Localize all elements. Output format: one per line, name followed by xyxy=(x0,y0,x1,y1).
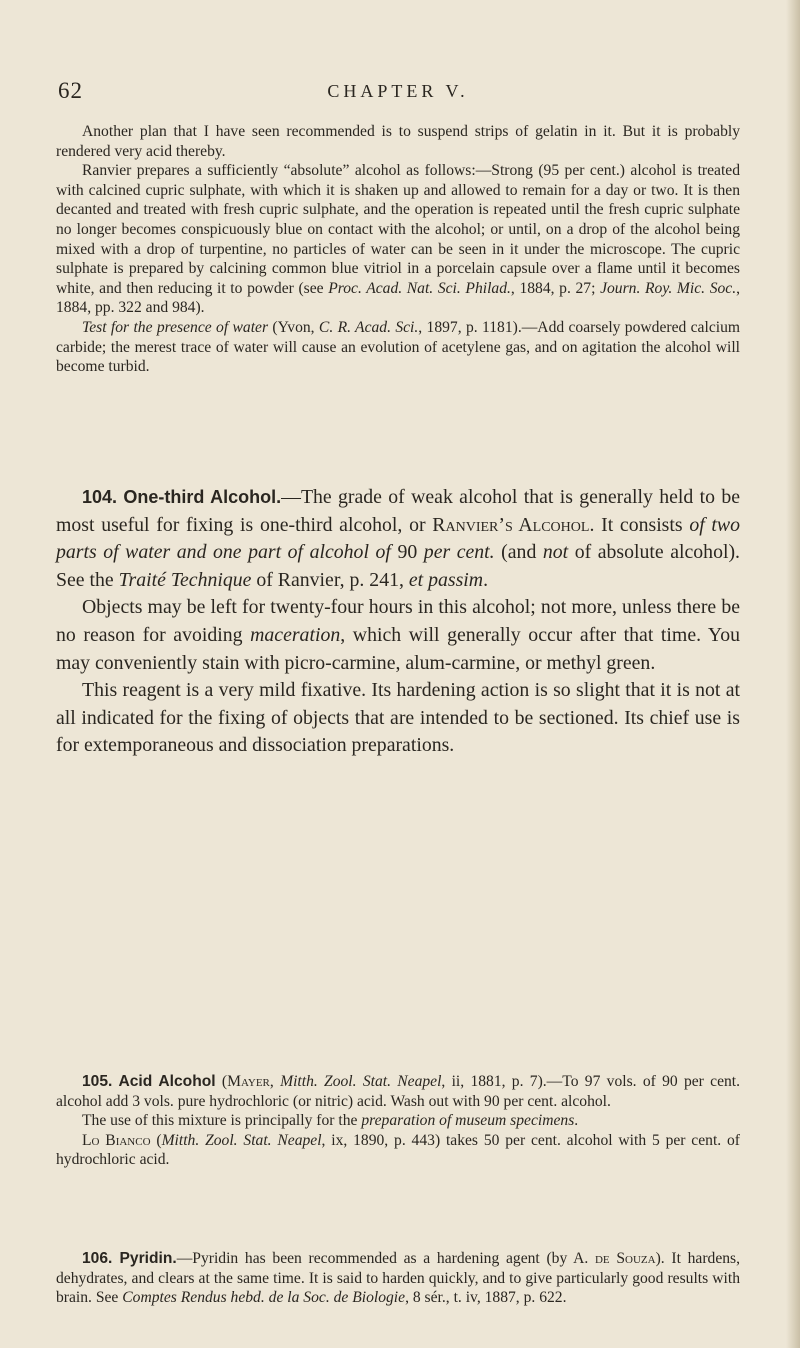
paragraph-one-third-alcohol: 104. One-third Alcohol.—The grade of weak alcohol that is generally held to be most useful for fixing is one-third alcohol, or Ranvier’s Alcohol. It consists of two parts of water and one part of alcohol of 90 per cent. (and not of absolute alcohol). See the Traité Technique of Ranvier, p. 241, et passim. xyxy=(56,486,741,591)
paragraph-acid-alcohol: 105. Acid Alcohol (Mayer, Mitth. Zool. Stat. Neapel, ii, 1881, p. 7).—To 97 vols. of 90 per cent. alcohol add 3 vols. pure hydrochloric (or nitric) acid. Wash out with 90 per cent. alcohol. xyxy=(56,1073,741,1110)
intro-small-text xyxy=(56,122,740,377)
section-title: 104. One-third Alcohol. xyxy=(82,487,282,507)
paragraph-gelatin: Another plan that I have seen recommended is to suspend strips of gelatin in it. But it is probably rendered very acid thereby. xyxy=(56,123,740,160)
paragraph-pyridin: 106. Pyridin.—Pyridin has been recommended as a hardening agent (by A. de Souza). It hardens, dehydrates, and clears at the same time. It is said to harden quickly, and to give particularly good results with brain. See Comptes Rendus hebd. de la Soc. de Biologie, 8 sér., t. iv, 1887, p. 622. xyxy=(56,1250,741,1307)
paragraph-water-test: Test for the presence of water (Yvon, C. R. Acad. Sci., 1897, p. 1181).—Add coarsely powdered calcium carbide; the merest trace of water will cause an evolution of acetylene gas, and on agitation the alcohol will become turbid. xyxy=(56,318,740,376)
test-heading: Test for the presence of water xyxy=(82,318,269,336)
section-104 xyxy=(56,484,740,760)
section-title: 105. Acid Alcohol xyxy=(82,1073,216,1090)
running-title: CHAPTER V. xyxy=(327,81,469,101)
citation: Mitth. Zool. Stat. Neapel xyxy=(161,1131,322,1149)
citation: Comptes Rendus hebd. de la Soc. de Biologie xyxy=(122,1289,406,1307)
section-106 xyxy=(56,1249,740,1308)
citation: Proc. Acad. Nat. Sci. Philad. xyxy=(328,279,511,297)
page-number: 62 xyxy=(58,78,83,103)
paragraph-mild-fixative: This reagent is a very mild fixative. Its hardening action is so slight that it is not at all indicated for the fixing of objects that are intended to be sectioned. Its chief use is for extemporaneous and dissociation preparations. xyxy=(56,679,740,757)
paragraph-lo-bianco: Lo Bianco (Mitth. Zool. Stat. Neapel, ix, 1890, p. 443) takes 50 per cent. alcohol with 5 per cent. of hydrochloric acid. xyxy=(56,1131,740,1169)
paragraph-museum-use: The use of this mixture is principally for the preparation of museum specimens. xyxy=(82,1112,579,1130)
citation: Mitth. Zool. Stat. Neapel xyxy=(280,1073,442,1090)
page-header xyxy=(58,78,738,106)
section-title: 106. Pyridin. xyxy=(82,1250,177,1267)
section-105 xyxy=(56,1072,740,1170)
ranvier-alcohol-name: Ranvier’s Alcohol xyxy=(432,513,590,536)
paragraph-duration: Objects may be left for twenty-four hours in this alcohol; not more, unless there be no reason for avoiding maceration, which will generally occur after that time. You may conveniently stain with picro-carmine, alum-carmine, or methyl green. xyxy=(56,596,740,674)
citation: C. R. Acad. Sci. xyxy=(318,318,419,336)
page-edge xyxy=(786,0,800,1348)
citation: Traité Technique xyxy=(118,568,252,591)
paragraph-ranvier-absolute: Ranvier prepares a sufficiently “absolute” alcohol as follows:—Strong (95 per cent.) alcohol is treated with calcined cupric sulphate, with which it is shaken up and allowed to remain for a day or two. It is then decanted and treated with fresh cupric sulphate, and the operation is repeated until the fresh cupric sulphate no longer becomes conspicuously blue on contact with the alcohol; or until, on a drop of the alcohol being mixed with a drop of turpentine, no particles of water can be seen in it under the microscope. The cupric sulphate is prepared by calcining common blue vitriol in a porcelain capsule over a flame until it becomes white, and then reducing it to powder (see Proc. Acad. Nat. Sci. Philad., 1884, p. 27; Journ. Roy. Mic. Soc., 1884, pp. 322 and 984). xyxy=(56,162,741,317)
citation: Journ. Roy. Mic. Soc. xyxy=(600,279,737,297)
